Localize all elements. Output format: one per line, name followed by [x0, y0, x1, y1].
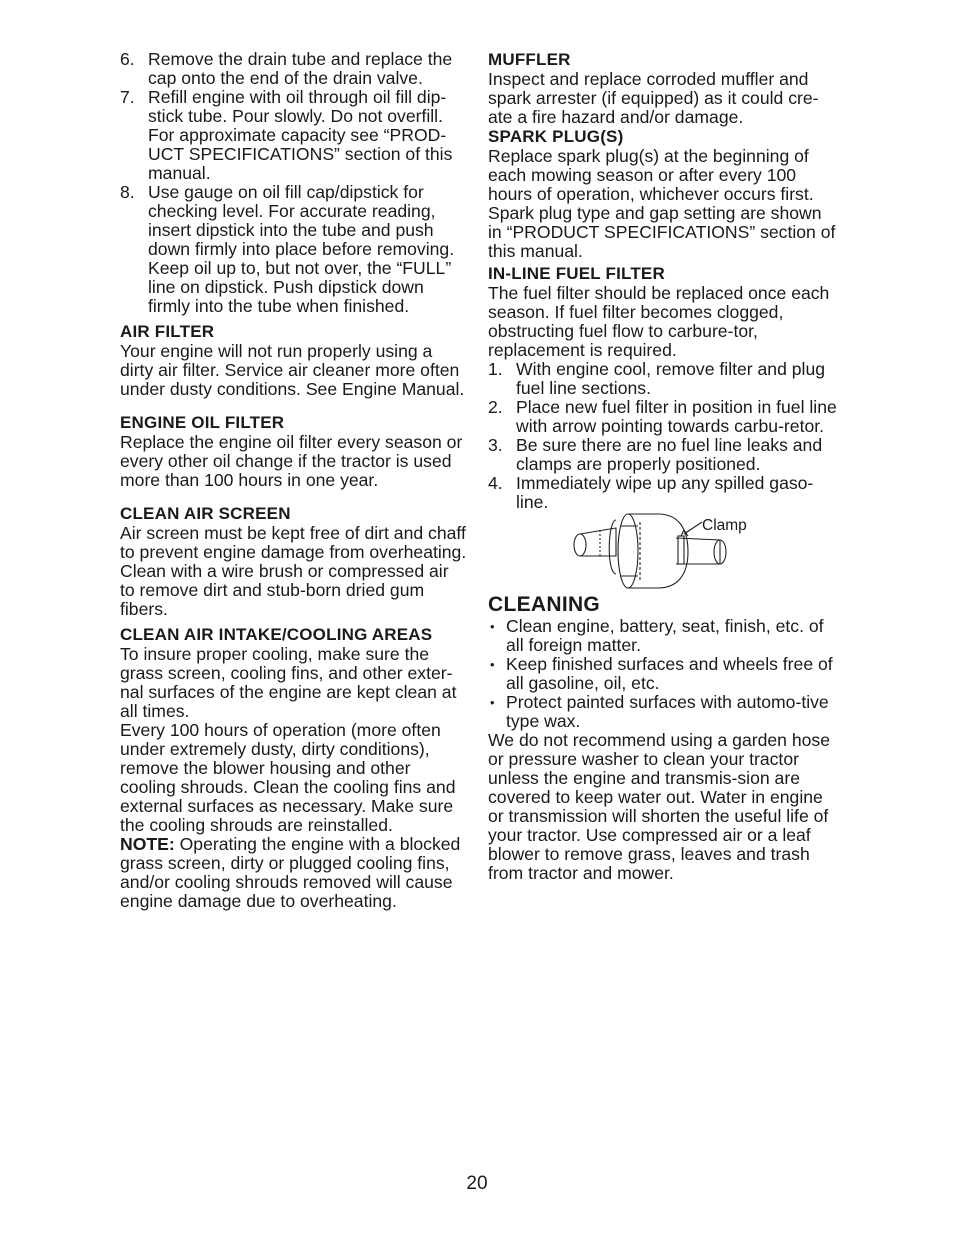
step-number: 8. — [120, 182, 135, 202]
oil-change-steps — [120, 50, 468, 316]
left-column — [120, 50, 468, 911]
step-text: Remove the drain tube and replace the cap onto the end of the drain valve. — [148, 49, 453, 88]
muffler-body: Inspect and replace corroded muffler and spark arrester (if equipped) as it could cre-ate a fire hazard and/or damage. — [488, 69, 819, 127]
list-item: • Keep finished surfaces and wheels free of all gasoline, oil, etc. — [488, 655, 838, 693]
clean-air-intake-body-2: Every 100 hours of operation (more often under extremely dusty, dirty conditions), remove the blower housing and other cooling shrouds. Clean the cooling fins and external surfaces as necessary. Make sure the cooling shrouds are reinstalled. — [120, 720, 456, 835]
step-number: 2. — [488, 397, 503, 417]
right-column — [488, 50, 838, 883]
page-number: 20 — [466, 1173, 488, 1194]
engine-oil-filter-heading: ENGINE OIL FILTER — [120, 413, 285, 432]
note-text: Operating the engine with a blocked grass screen, dirty or plugged cooling fins, and/or cooling shrouds removed will cause engine damage due to overheating. — [120, 834, 461, 911]
fuel-filter-heading: IN-LINE FUEL FILTER — [488, 264, 665, 283]
clean-air-intake-heading: CLEAN AIR INTAKE/COOLING AREAS — [120, 625, 433, 644]
list-item — [488, 436, 838, 474]
note-label: NOTE: — [120, 834, 175, 854]
list-item — [488, 360, 838, 398]
step-text: Refill engine with oil through oil fill dip-stick tube. Pour slowly. Do not overfill. For approximate capacity see “PROD-UCT SPECIFICATIONS” section of this manual. — [148, 87, 453, 183]
list-item — [488, 474, 838, 512]
cleaning-body: We do not recommend using a garden hose or pressure washer to clean your tractor unless the engine and transmis-sion are covered to keep water out. Water in engine or transmission will shorten the useful life of your tractor. Use compressed air or a leaf blower to remove grass, leaves and trash from tractor and mower. — [488, 730, 830, 883]
step-text: With engine cool, remove filter and plug fuel line sections. — [516, 359, 826, 398]
note-paragraph — [120, 835, 468, 911]
fuel-filter-illustration — [488, 512, 838, 590]
step-number: 7. — [120, 87, 135, 107]
step-text: Be sure there are no fuel line leaks and clamps are properly positioned. — [516, 435, 823, 474]
step-text: Use gauge on oil fill cap/dipstick for checking level. For accurate reading, insert dipstick into the tube and push down firmly into place before removing. Keep oil up to, but not over, the “FULL” line on dipstick. Push dipstick down firmly into the tube when finished. — [148, 182, 455, 316]
step-number: 1. — [488, 359, 503, 379]
spark-plugs-body: Replace spark plug(s) at the beginning of each mowing season or after every 100 hours of operation, whichever occurs first. Spark plug type and gap setting are shown in “PRODUCT SPECIFICATIONS” section of this manual. — [488, 146, 836, 261]
step-text: Immediately wipe up any spilled gaso-line. — [516, 473, 814, 512]
step-text: Place new fuel filter in position in fuel line with arrow pointing towards carbu-retor. — [516, 397, 837, 436]
clean-air-screen-body: Air screen must be kept free of dirt and chaff to prevent engine damage from overheating. Clean with a wire brush or compressed air to remove dirt and stub-born dried gum fibers. — [120, 523, 467, 619]
step-number: 6. — [120, 49, 135, 69]
list-item — [120, 50, 468, 88]
clamp-label: Clamp — [702, 517, 747, 534]
step-number: 4. — [488, 473, 503, 493]
list-item: • Clean engine, battery, seat, finish, etc. of all foreign matter. — [488, 617, 838, 655]
step-number: 3. — [488, 435, 503, 455]
list-item — [120, 88, 468, 183]
air-filter-heading: AIR FILTER — [120, 322, 215, 341]
air-filter-body: Your engine will not run properly using a dirty air filter. Service air cleaner more often under dusty conditions. See Engine Manual. — [120, 341, 465, 399]
fuel-filter-steps — [488, 360, 838, 512]
clean-air-intake-body-1: To insure proper cooling, make sure the grass screen, cooling fins, and other exter-nal surfaces of the engine are kept clean at all times. — [120, 644, 457, 721]
engine-oil-filter-body: Replace the engine oil filter every season or every other oil change if the tractor is used more than 100 hours in one year. — [120, 432, 463, 490]
cleaning-bullets — [488, 617, 838, 731]
list-item — [120, 183, 468, 316]
spark-plugs-heading: SPARK PLUG(S) — [488, 127, 624, 146]
list-item: • Protect painted surfaces with automo-tive type wax. — [488, 693, 838, 731]
list-item — [488, 398, 838, 436]
clean-air-screen-heading: CLEAN AIR SCREEN — [120, 504, 291, 523]
fuel-filter-drawing — [488, 512, 838, 590]
muffler-heading: MUFFLER — [488, 50, 571, 69]
cleaning-heading: CLEANING — [488, 593, 601, 616]
fuel-filter-body: The fuel filter should be replaced once each season. If fuel filter becomes clogged, obstructing fuel flow to carbure-tor, replacement is required. — [488, 283, 830, 360]
